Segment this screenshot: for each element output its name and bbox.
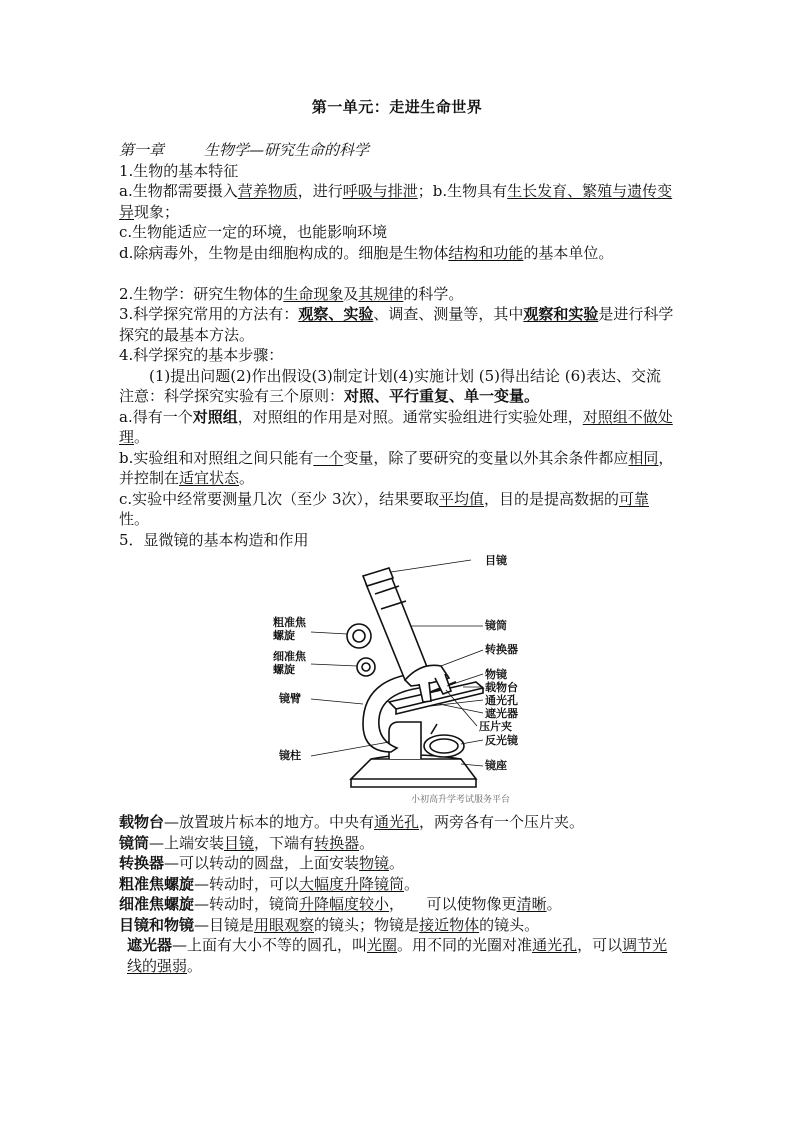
section-2: 2.生物学：研究生物体的生命现象及其规律的科学。 xyxy=(119,284,464,303)
section-4-heading: 4.科学探究的基本步骤： xyxy=(119,346,284,364)
chapter-name: 生物学—研究生命的科学 xyxy=(204,141,370,159)
unit-title: 第一单元：走进生命世界 xyxy=(311,98,483,116)
section-1-item-c: c.生物能适应一定的环境，也能影响环境 xyxy=(119,223,388,241)
label-objective: 物镜 xyxy=(485,668,507,681)
label-base: 镜座 xyxy=(485,759,507,772)
chapter-number: 第一章 xyxy=(119,141,165,159)
section-1-item-d: d.除病毒外，生物是由细胞构成的。细胞是生物体结构和功能的基本单位。 xyxy=(119,243,614,262)
section-4-item-b: b.实验组和对照组之间只能有一个变量，除了要研究的变量以外其余条件都应相同，并控制在适宜状态。 xyxy=(119,448,674,487)
chapter-heading xyxy=(119,140,679,161)
section-3: 3.科学探究常用的方法有：观察、实验、调查、测量等，其中观察和实验是进行科学探究的最基本方法。 xyxy=(119,305,674,344)
section-4-steps: (1)提出问题(2)作出假设(3)制定计划(4)实施计划 (5)得出结论 (6)表达、交流 xyxy=(149,366,662,385)
label-nosepiece: 转换器 xyxy=(485,643,518,656)
parts-list xyxy=(119,812,679,976)
part-coarse-focus: 粗准焦螺旋—转动时，可以大幅度升降镜筒。 xyxy=(119,874,420,893)
part-nosepiece: 转换器—可以转动的圆盘，上面安装物镜。 xyxy=(119,854,405,872)
content-body xyxy=(119,140,679,976)
label-arm: 镜臂 xyxy=(279,692,301,705)
part-stage: 载物台—放置玻片标本的地方。中央有通光孔，两旁各有一个压片夹。 xyxy=(119,813,585,831)
section-1-heading: 1.生物的基本特征 xyxy=(119,161,239,180)
section-4-note: 注意：科学探究实验有三个原则：对照、平行重复、单一变量。 xyxy=(119,387,540,405)
part-fine-focus: 细准焦螺旋—转动时，镜筒升降幅度较小， 可以使物像更清晰。 xyxy=(119,895,562,913)
label-mirror: 反光镜 xyxy=(485,734,518,747)
label-coarse-focus: 粗准焦 螺旋 xyxy=(273,616,306,642)
section-5-heading: 5．显微镜的基本构造和作用 xyxy=(119,530,309,549)
section-1-item-a: a.生物都需要摄入营养物质，进行呼吸与排泄；b.生物具有生长发育、繁殖与遗传变异现象； xyxy=(119,182,673,221)
label-fine-focus: 细准焦 螺旋 xyxy=(273,650,306,676)
section-4-item-c: c.实验中经常要测量几次（至少 3次），结果要取平均值，目的是提高数据的可靠性。 xyxy=(119,489,650,528)
label-eyepiece: 目镜 xyxy=(485,554,507,567)
part-diaphragm: 遮光器—上面有大小不等的圆孔，叫光圈。用不同的光圈对准通光孔，可以调节光线的强弱。 xyxy=(127,936,668,975)
section-4-item-a: a.得有一个对照组，对照组的作用是对照。通常实验组进行实验处理，对照组不做处理。 xyxy=(119,407,673,446)
label-diaphragm: 遮光器 xyxy=(485,707,518,720)
microscope-figure xyxy=(271,554,571,804)
label-hole: 通光孔 xyxy=(485,694,518,707)
label-pillar: 镜柱 xyxy=(279,749,301,762)
label-clip: 压片夹 xyxy=(479,720,512,733)
watermark: 小初高升学考试服务平台 xyxy=(411,795,511,805)
label-stage: 载物台 xyxy=(485,681,518,694)
part-lenses: 目镜和物镜—目镜是用眼观察的镜头；物镜是接近物体的镜头。 xyxy=(119,915,540,934)
part-tube: 镜筒—上端安装目镜，下端有转换器。 xyxy=(119,833,375,852)
label-tube: 镜筒 xyxy=(485,619,507,632)
microscope-drawing xyxy=(271,554,571,804)
